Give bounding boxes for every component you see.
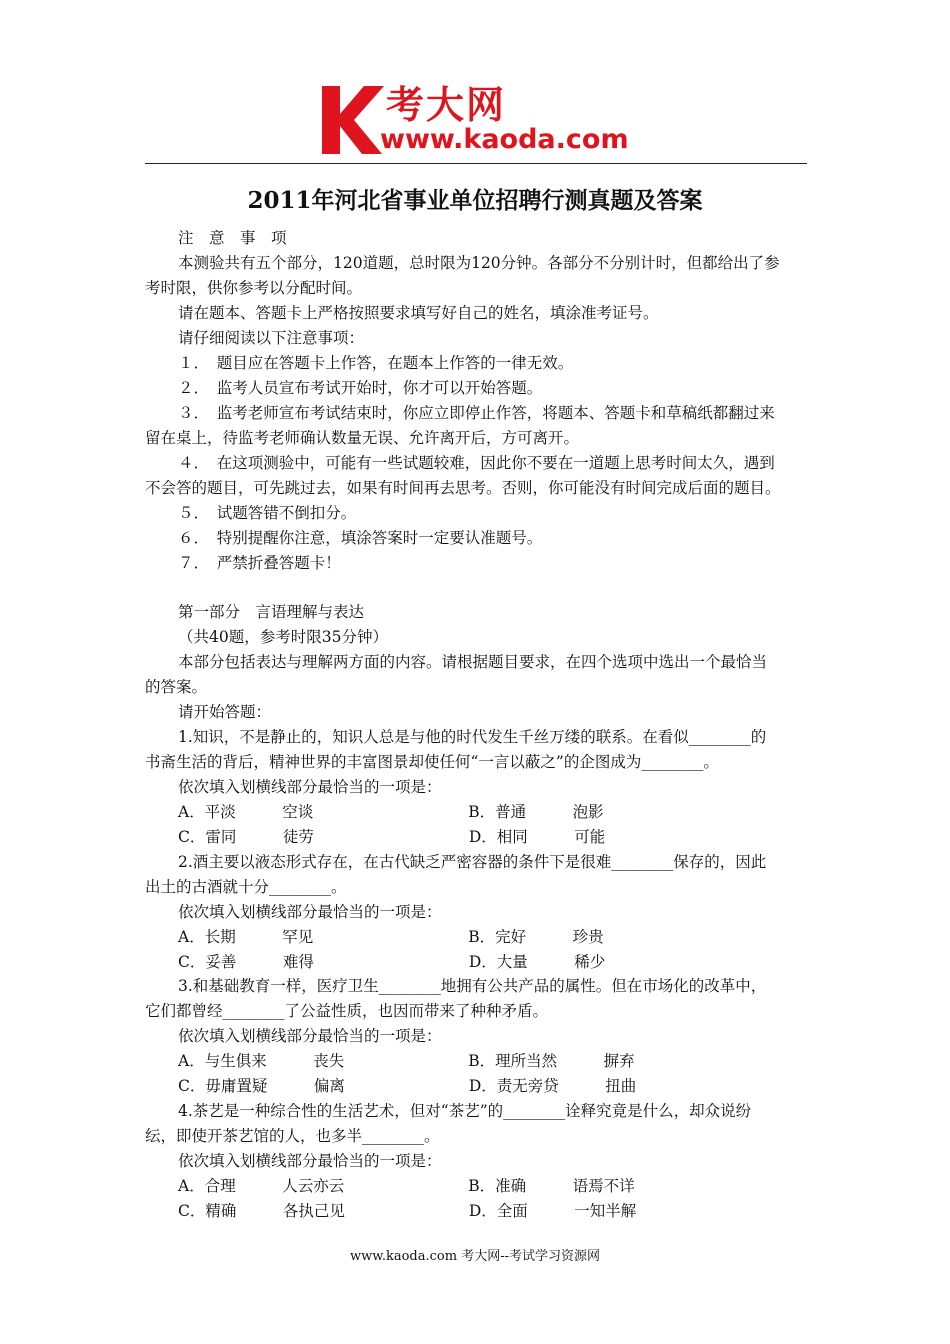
- answer-options: A．合理 人云亦云 B．准确 语焉不详: [178, 1177, 635, 1195]
- answer-options: A．与生俱来 丧失 B．理所当然 摒弃: [178, 1052, 635, 1070]
- question-text: 4.茶艺是一种综合性的生活艺术，但对“茶艺”的________诠释究竟是什么，却众说纷: [178, 1102, 752, 1120]
- notice-item: １． 题目应在答题卡上作答，在题本上作答的一律无效。: [178, 354, 574, 372]
- question-text: 2.酒主要以液态形式存在，在古代缺乏严密容器的条件下是很难________保存的，因此: [178, 853, 767, 871]
- document-title: 2011年河北省事业单位招聘行测真题及答案: [247, 187, 703, 214]
- notice-item: ５． 试题答错不倒扣分。: [178, 504, 357, 522]
- paragraph-line: 请开始答题：: [178, 703, 272, 721]
- paragraph-line: 请仔细阅读以下注意事项：: [178, 329, 365, 347]
- paragraph-line: 本部分包括表达与理解两方面的内容。请根据题目要求，在四个选项中选出一个最恰当: [178, 653, 768, 671]
- kaoda-logo: [318, 80, 643, 160]
- notice-item: ４． 在这项测验中，可能有一些试题较难，因此你不要在一道题上思考时间太久，遇到: [178, 454, 775, 472]
- k-logo-icon: [318, 80, 388, 160]
- question-text: 纭，即使开茶艺馆的人，也多半________。: [145, 1127, 440, 1145]
- paragraph-line: 考时限，供你参考以分配时间。: [145, 279, 363, 297]
- notice-item: 留在桌上，待监考老师确认数量无误、允许离开后，方可离开。: [145, 429, 580, 447]
- section-heading: 第一部分 言语理解与表达: [178, 603, 365, 621]
- notice-item: ７． 严禁折叠答题卡！: [178, 554, 341, 572]
- question-text: 3.和基础教育一样，医疗卫生________地拥有公共产品的属性。但在市场化的改革中，: [178, 977, 767, 995]
- notice-item: ２． 监考人员宣布考试开始时，你才可以开始答题。: [178, 379, 543, 397]
- question-text: 出土的古酒就十分________。: [145, 878, 347, 896]
- notice-item: 不会答的题目，可先跳过去，如果有时间再去思考。否则，你可能没有时间完成后面的题目。: [145, 479, 781, 497]
- notice-item: ３． 监考老师宣布考试结束时，你应立即停止作答，将题本、答题卡和草稿纸都翻过来: [178, 404, 775, 422]
- paragraph-line: 的答案。: [145, 678, 208, 696]
- logo-url-text: www.kaoda.com: [380, 124, 629, 155]
- question-prompt: 依次填入划横线部分最恰当的一项是：: [178, 1027, 442, 1045]
- question-prompt: 依次填入划横线部分最恰当的一项是：: [178, 778, 442, 796]
- question-text: 1.知识，不是静止的，知识人总是与他的时代发生千丝万缕的联系。在看似________的: [178, 728, 767, 746]
- answer-options: C．妥善 难得 D．大量 稀少: [178, 953, 606, 971]
- paragraph-line: 本测验共有五个部分，120道题，总时限为120分钟。各部分不分别计时，但都给出了参: [178, 254, 780, 272]
- answer-options: A．长期 罕见 B．完好 珍贵: [178, 928, 604, 946]
- paragraph-line: 请在题本、答题卡上严格按照要求填写好自己的姓名，填涂准考证号。: [178, 304, 659, 322]
- logo-chinese-text: 考大网: [386, 83, 507, 127]
- answer-options: C．毋庸置疑 偏离 D．责无旁贷 扭曲: [178, 1077, 637, 1095]
- answer-options: C．雷同 徒劳 D．相同 可能: [178, 828, 606, 846]
- header-divider: [145, 163, 807, 164]
- question-prompt: 依次填入划横线部分最恰当的一项是：: [178, 1152, 442, 1170]
- section-subheading: （共40题，参考时限35分钟）: [178, 628, 388, 646]
- page-footer: www.kaoda.com 考大网--考试学习资源网: [350, 1249, 600, 1264]
- answer-options: A．平淡 空谈 B．普通 泡影: [178, 803, 604, 821]
- question-prompt: 依次填入划横线部分最恰当的一项是：: [178, 903, 442, 921]
- notice-item: ６． 特别提醒你注意，填涂答案时一定要认准题号。: [178, 529, 543, 547]
- notice-heading: 注 意 事 项: [178, 229, 287, 247]
- question-text: 书斋生活的背后，精神世界的丰富图景却使任何“一言以蔽之”的企图成为________。: [145, 753, 719, 771]
- question-text: 它们都曾经________了公益性质，也因而带来了种种矛盾。: [145, 1002, 549, 1020]
- answer-options: C．精确 各执己见 D．全面 一知半解: [178, 1202, 637, 1220]
